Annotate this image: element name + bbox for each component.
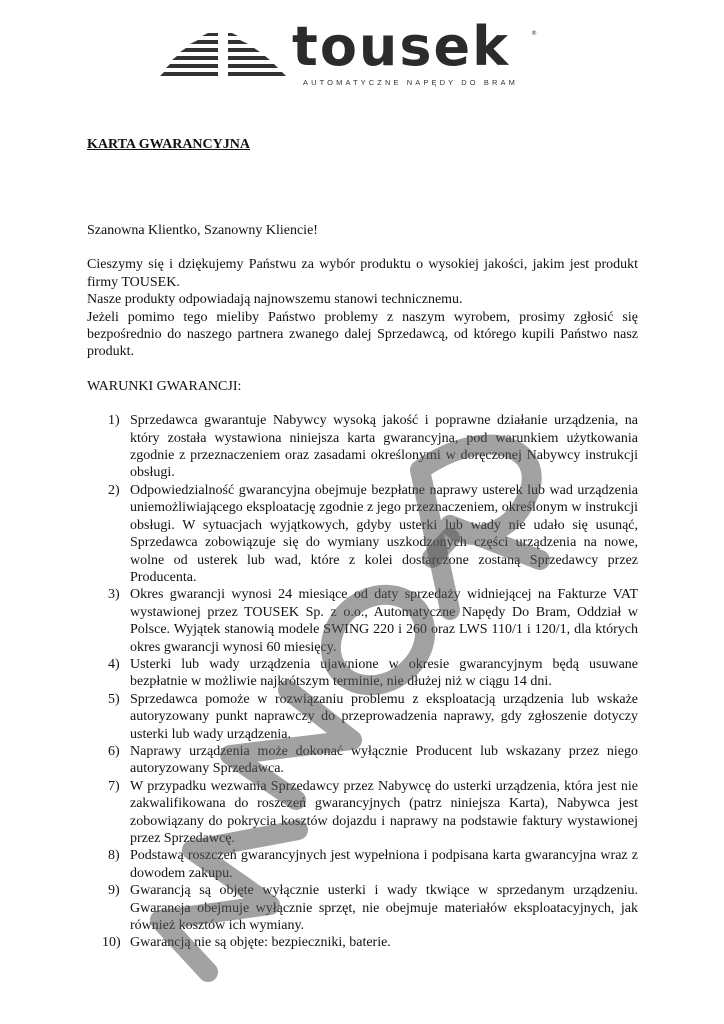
condition-item: 3) Okres gwarancji wynosi 24 miesiące od daty sprzedaży widniejącej na Fakturze VAT wystawionej przez TOUSEK Sp. z o.o., Automatyczne Napędy Do Bram, Oddział w Polsce. Wyjątek stanowią modele SWING 220 i 260 oraz LWS 110/1 i 120/1, dla których okres gwarancji wynosi 60 miesięcy.: [108, 587, 638, 655]
brand-tagline: AUTOMATYCZNE NAPĘDY DO BRAM: [303, 78, 518, 87]
document-title: KARTA GWARANCYJNA: [87, 137, 250, 152]
registered-mark: ®: [531, 30, 537, 37]
condition-item: 7) W przypadku wezwania Sprzedawcy przez Nabywcę do usterki urządzenia, która jest nie zakwalifikowana do roszczeń gwarancyjnych (patrz niniejsza Karta), Nabywca jest zobowiązany do pokrycia kosztów dojazdu i naprawy na podstawie faktury wystawionej przez Sprzedawcę.: [108, 778, 638, 846]
condition-item: 5) Sprzedawca pomoże w rozwiązaniu problemu z eksploatacją urządzenia lub wskaże autoryzowany punkt naprawczy do przeprowadzenia naprawy, gdy zgłoszenie dotyczy usterki lub wady urządzenia.: [108, 691, 638, 742]
intro-paragraph-2: Nasze produkty odpowiadają najnowszemu stanowi technicznemu.: [87, 292, 463, 308]
greeting: Szanowna Klientko, Szanowny Kliencie!: [87, 223, 318, 238]
intro-paragraph-1: Cieszymy się i dziękujemy Państwu za wybór produktu o wysokiej jakości, jakim jest produkt firmy TOUSEK.: [87, 257, 638, 290]
condition-item: 9) Gwarancją są objęte wyłącznie usterki i wady tkwiące w sprzedanym urządzeniu. Gwarancja obejmuje wyłącznie sprzęt, nie obejmuje materiałów eksploatacyjnych, jak również kosztów ich wymiany.: [108, 883, 638, 934]
condition-item: 2) Odpowiedzialność gwarancyjna obejmuje bezpłatne naprawy usterek lub wad urządzenia uniemożliwiającego eksploatację zgodnie z jego przeznaczeniem, określonym w instrukcji obsługi. W sytuacjach wyjątkowych, gdyby usterki lub wady nie udało się usunąć, Sprzedawca zobowiązuje się do wymiany uszkodzonych części urządzenia na nowe, wolne od usterek lub wad, które z kolei dostarczone zostaną Sprzedawcy przez Producenta.: [108, 482, 638, 585]
brand-name: tousek: [292, 15, 511, 78]
conditions-heading: WARUNKI GWARANCJI:: [87, 378, 242, 394]
condition-item: 1) Sprzedawca gwarantuje Nabywcy wysoką jakość i poprawne działanie urządzenia, na który została wystawiona niniejsza karta gwarancyjna, pod warunkiem użytkowania zgodnie z przeznaczeniem oraz zasadami określonymi w doręczonej Nabywcy instrukcji obsługi.: [108, 413, 638, 481]
intro-paragraph-3: Jeżeli pomimo tego mieliby Państwo problemy z naszym wyrobem, prosimy zgłosić się bezpośrednio do naszego partnera zwanego dalej Sprzedawcą, od którego kupili Państwo nasz produkt.: [87, 309, 638, 360]
condition-item: 6) Naprawy urządzenia może dokonać wyłącznie Producent lub wskazany przez niego autoryzowany Sprzedawca.: [108, 743, 638, 777]
document-body: [87, 222, 638, 952]
condition-item: 8) Podstawą roszczeń gwarancyjnych jest wypełniona i podpisana karta gwarancyjna wraz z dowodem zakupu.: [108, 848, 638, 881]
condition-item: 4) Usterki lub wady urządzenia ujawnione w okresie gwarancyjnym będą usuwane bezpłatnie w możliwie najkrótszym terminie, nie dłużej niż w ciągu 14 dni.: [108, 656, 638, 690]
gate-logo-icon: [160, 28, 290, 88]
conditions-list: [87, 412, 638, 952]
condition-item: 10) Gwarancją nie są objęte: bezpieczniki, baterie.: [102, 935, 391, 951]
